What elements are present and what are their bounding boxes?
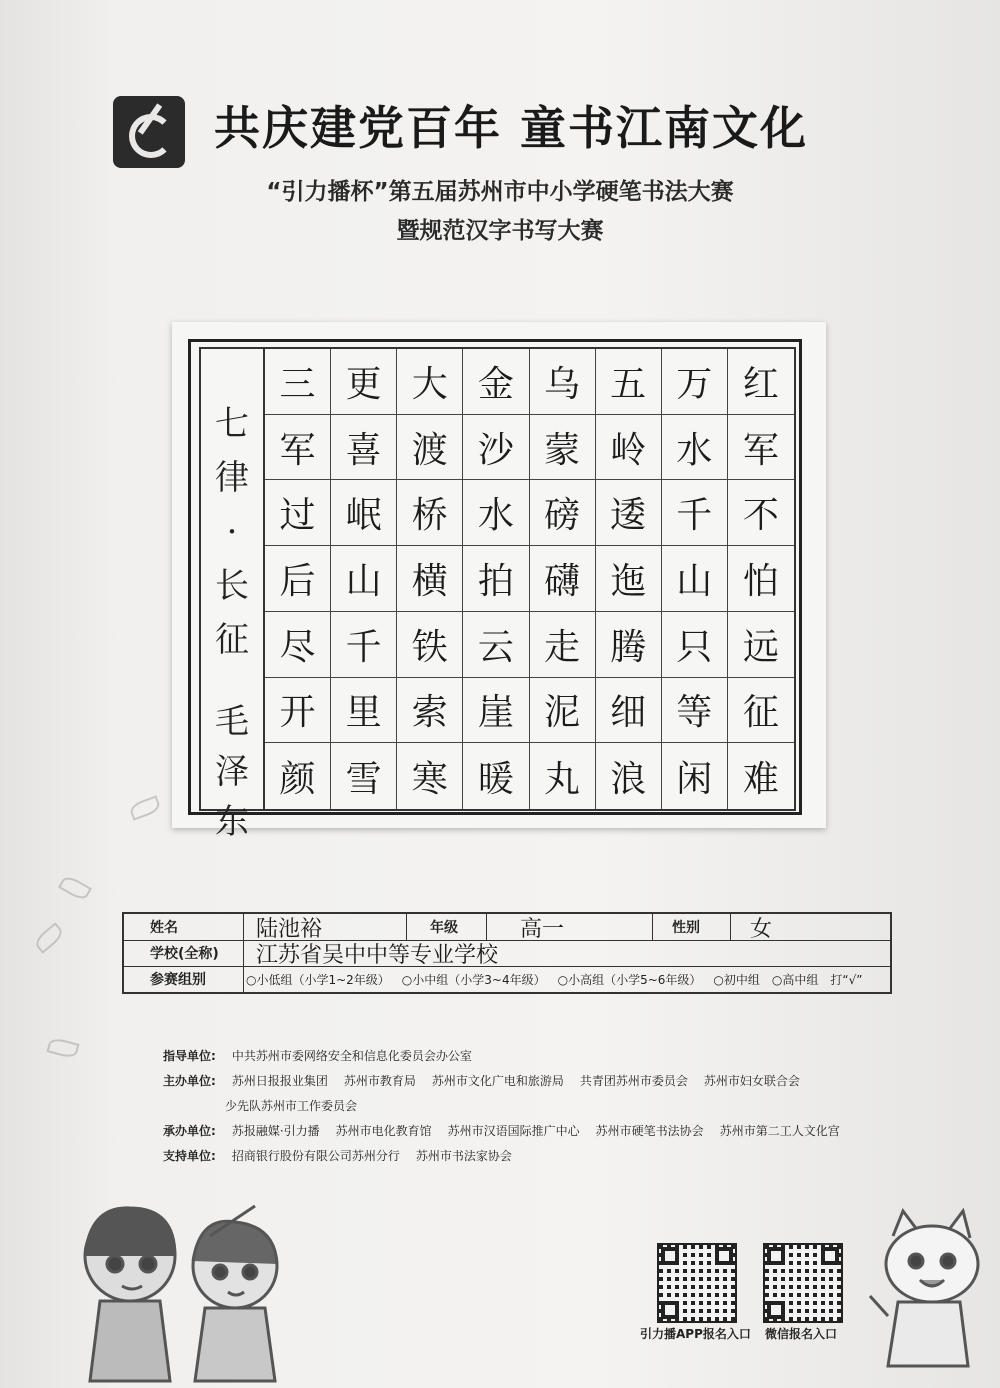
grid-cell: 浪 <box>596 743 662 809</box>
entrant-info-form <box>122 912 892 994</box>
calligraphy-grid <box>199 347 796 842</box>
grid-cell: 尽 <box>265 612 331 678</box>
grid-cell: 崖 <box>463 678 529 744</box>
group-option-primary-mid[interactable]: ○小中组（小学3~4年级） <box>401 972 546 987</box>
grid-cell: 喜 <box>331 415 397 481</box>
group-option-senior-high[interactable]: ○高中组 <box>771 972 819 987</box>
organizer-unit: 苏州市第二工人文化宫 <box>719 1124 840 1138</box>
host-units <box>163 1069 856 1094</box>
grid-cell: 五 <box>596 349 662 415</box>
grid-cell: 千 <box>331 612 397 678</box>
form-row-school <box>124 940 890 967</box>
name-field[interactable]: 陆池裕 <box>256 916 323 942</box>
decorative-leaf <box>46 1036 79 1059</box>
gender-field[interactable]: 女 <box>750 916 773 942</box>
grid-cell: 怕 <box>728 546 794 612</box>
host-unit: 苏州市教育局 <box>343 1074 416 1088</box>
qr-finder-pattern <box>767 1301 785 1319</box>
poem-author-char: 泽 <box>215 752 249 792</box>
grid-cell: 水 <box>662 415 728 481</box>
app-qr-code[interactable] <box>657 1243 737 1323</box>
grid-cell: 大 <box>397 349 463 415</box>
grid-cell: 丸 <box>530 743 596 809</box>
sponsor-list <box>163 1044 856 1169</box>
support-label: 支持单位: <box>163 1149 216 1163</box>
divider <box>652 914 653 940</box>
host-unit: 少先队苏州市工作委员会 <box>225 1099 358 1113</box>
grid-cell: 万 <box>662 349 728 415</box>
grid-cell: 走 <box>530 612 596 678</box>
grid-cell: 军 <box>265 415 331 481</box>
grid-cell: 逶 <box>596 480 662 546</box>
divider <box>486 914 487 940</box>
poem-title-char: 律 <box>215 458 249 498</box>
grade-label: 年级 <box>430 920 458 936</box>
qr-finder-pattern <box>715 1247 733 1265</box>
decorative-leaf <box>128 795 162 820</box>
organizer-unit: 苏州市硬笔书法协会 <box>595 1124 704 1138</box>
host-units-line2 <box>163 1094 856 1119</box>
host-unit: 苏州日报报业集团 <box>231 1074 328 1088</box>
check-instruction: 打“√” <box>830 972 863 987</box>
group-option-primary-high[interactable]: ○小高组（小学5~6年级） <box>557 972 702 987</box>
grid-cell: 更 <box>331 349 397 415</box>
divider <box>406 914 407 940</box>
grid-cell: 颜 <box>265 743 331 809</box>
calligraphy-artwork-card <box>172 322 826 842</box>
qr-finder-pattern <box>767 1247 785 1265</box>
poem-author-char: 毛 <box>215 702 249 742</box>
organizer-units <box>163 1119 856 1144</box>
gender-label: 性别 <box>672 920 700 936</box>
name-label: 姓名 <box>124 914 244 940</box>
cartoon-cat-mascot <box>868 1206 993 1381</box>
poem-title-char: · <box>226 512 238 552</box>
host-unit: 苏州市妇女联合会 <box>703 1074 800 1088</box>
poem-title-char: 征 <box>215 620 249 660</box>
grid-cell: 桥 <box>397 480 463 546</box>
school-label: 学校(全称) <box>124 940 244 966</box>
wechat-qr-label: 微信报名入口 <box>765 1327 838 1341</box>
grid-cell: 山 <box>662 546 728 612</box>
competition-subtitle: 暨规范汉字书写大赛 <box>396 218 604 244</box>
grid-cell: 开 <box>265 678 331 744</box>
grid-cell: 远 <box>728 612 794 678</box>
grid-cell: 拍 <box>463 546 529 612</box>
grid-cell: 腾 <box>596 612 662 678</box>
app-qr-label: 引力播APP报名入口 <box>640 1327 751 1341</box>
poem-author <box>215 697 249 847</box>
grid-cell: 水 <box>463 480 529 546</box>
school-field[interactable]: 江苏省吴中中等专业学校 <box>256 942 499 968</box>
grid-cell: 军 <box>728 415 794 481</box>
organizer-unit: 苏报融媒·引力播 <box>231 1124 320 1138</box>
grid-cell: 索 <box>397 678 463 744</box>
grid-cell: 雪 <box>331 743 397 809</box>
divider <box>730 914 731 940</box>
grid-cell: 细 <box>596 678 662 744</box>
grid-cell: 暖 <box>463 743 529 809</box>
host-unit: 苏州市文化广电和旅游局 <box>431 1074 564 1088</box>
grid-cell: 铁 <box>397 612 463 678</box>
grid-cell: 千 <box>662 480 728 546</box>
grid-cell: 泥 <box>530 678 596 744</box>
guide-units <box>163 1044 856 1069</box>
grid-cell: 寒 <box>397 743 463 809</box>
grid-cell: 乌 <box>530 349 596 415</box>
support-unit: 招商银行股份有限公司苏州分行 <box>231 1149 400 1163</box>
grid-cell: 红 <box>728 349 794 415</box>
organizer-unit: 苏州市电化教育馆 <box>335 1124 432 1138</box>
qr-finder-pattern <box>661 1247 679 1265</box>
organizer-unit: 苏州市汉语国际推广中心 <box>447 1124 580 1138</box>
grid-cell: 横 <box>397 546 463 612</box>
grid-cell: 只 <box>662 612 728 678</box>
grid-cell: 云 <box>463 612 529 678</box>
group-options <box>246 966 874 992</box>
qr-finder-pattern <box>821 1247 839 1265</box>
poem-title-column <box>201 349 265 842</box>
decorative-leaf <box>32 922 65 954</box>
grid-cell: 等 <box>662 678 728 744</box>
group-label: 参赛组别 <box>124 966 244 992</box>
grid-cell: 岷 <box>331 480 397 546</box>
wechat-qr-code[interactable] <box>763 1243 843 1323</box>
guide-label: 指导单位: <box>163 1049 216 1063</box>
grid-cell: 三 <box>265 349 331 415</box>
grid-cell: 磅 <box>530 480 596 546</box>
grid-cell: 闲 <box>662 743 728 809</box>
host-unit: 共青团苏州市委员会 <box>579 1074 688 1088</box>
host-label: 主办单位: <box>163 1074 216 1088</box>
grid-cell: 沙 <box>463 415 529 481</box>
support-unit: 苏州市书法家协会 <box>415 1149 512 1163</box>
grid-cell: 征 <box>728 678 794 744</box>
grid-cell: 后 <box>265 546 331 612</box>
page-headline: 共庆建党百年 童书江南文化 <box>214 101 809 155</box>
grid-cell: 礴 <box>530 546 596 612</box>
guide-unit: 中共苏州市委网络安全和信息化委员会办公室 <box>231 1049 472 1063</box>
grid-cell: 蒙 <box>530 415 596 481</box>
qr-finder-pattern <box>661 1301 679 1319</box>
poem-title-char: 长 <box>215 566 249 606</box>
grid-cell: 岭 <box>596 415 662 481</box>
group-option-primary-low[interactable]: ○小低组（小学1~2年级） <box>246 972 390 987</box>
organizer-label: 承办单位: <box>163 1124 216 1138</box>
grid-cell: 里 <box>331 678 397 744</box>
poem-character-grid <box>265 349 794 809</box>
form-row-name <box>124 914 890 941</box>
form-row-group <box>124 966 890 992</box>
group-option-junior-high[interactable]: ○初中组 <box>713 972 760 987</box>
support-units <box>163 1144 856 1169</box>
grid-cell: 不 <box>728 480 794 546</box>
competition-logo <box>113 96 185 168</box>
poem-title-char: 七 <box>215 404 249 444</box>
decorative-leaf <box>58 874 92 903</box>
grid-cell: 迤 <box>596 546 662 612</box>
grid-cell: 金 <box>463 349 529 415</box>
grid-cell: 过 <box>265 480 331 546</box>
grid-cell: 难 <box>742 758 779 800</box>
grade-field[interactable]: 高一 <box>520 916 565 942</box>
grid-cell: 山 <box>331 546 397 612</box>
cartoon-mascots-illustration <box>60 1186 310 1386</box>
grid-cell: 渡 <box>397 415 463 481</box>
poem-author-char: 东 <box>215 802 249 842</box>
competition-title: “引力播杯”第五届苏州市中小学硬笔书法大赛 <box>266 179 734 205</box>
